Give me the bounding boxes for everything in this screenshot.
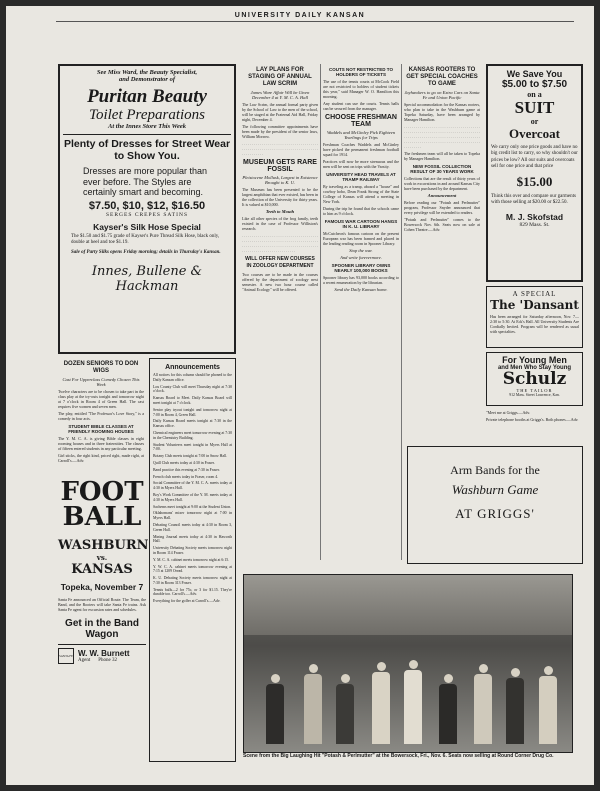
column-3 (242, 64, 318, 569)
courts-p2: Any student can use the courts. Tennis balls can be secured from the manager. (323, 101, 399, 111)
masthead: UNIVERSITY DAILY KANSAN (234, 12, 366, 19)
band-slogan1: Get in the Band (65, 618, 139, 629)
announcement-item: Everything for the golfer at Carroll's.—Adv. (153, 599, 221, 604)
dansant-l1: A SPECIAL (512, 290, 557, 298)
suit-l3: on a (527, 90, 542, 99)
announcement-item: Kansas Board to Meet. Daily Kansas Board will meet tonight at 7 o'clock. (153, 396, 232, 405)
fossil-p4: "Potash and Perlmutter" comes to the Bowersock Nov. 6th. Seats now on sale at Cohen Theatre.—Adv. (404, 217, 480, 232)
announcement-item: Quill Club meets today at 4:30 in Fraser. (153, 460, 215, 465)
bible-p4: Girl sticks, the right kind, priced right, made right, at Carroll's.—Adv. (58, 453, 144, 463)
bible-p3: The Y. M. C. A. is giving Bible classes in eight rooming houses and in three fraternities. The classes of fifteen entered students in any particular meeting. (58, 436, 144, 451)
suit-body: We carry only one price goods and have no big credit list to carry, so why shouldn't our prices be low? All our suits and overcoats sell for one price and that price (491, 145, 578, 169)
announcement-item: All notices for this column should be phoned to the Daily Kansan office. (153, 373, 232, 382)
agent-name: W. W. Burnett (78, 649, 130, 658)
announcement-item: Chemical engineers meet tomorrow evening at 7:30 in the Chemistry Building. (153, 430, 232, 440)
announcement-item: Daily Kansas Board meets tonight at 7:30 in the Kansas office. (153, 419, 232, 429)
football-date: Topeka, November 7 (60, 582, 144, 592)
museum-lede: Pleistocene Mollusk, Largest in Existence Brought to K. U. (242, 175, 318, 185)
puritan-ad (58, 64, 236, 354)
dozen-p1: Twelve characters are to be chosen to take part in the class play at the try-outs tonight and tomorrow night at 7 o'clock in Room 4 of Green Hall. The cast requires five women and seven men. (58, 389, 144, 409)
fossil-p3: Before reading our "Potash and Perlmutter" program, Professor Snyder announced that every privilege will be extended to readers. (404, 200, 480, 215)
photo-figure (506, 668, 524, 744)
zoology-title: WILL OFFER NEW COURSES IN ZOOLOGY DEPARTMENT (245, 256, 315, 269)
announcements-box (149, 358, 236, 762)
agent-label: Agent (78, 658, 91, 663)
dozen-p2: The play, entitled "The Professor's Love Story," is a comedy in four acts. (58, 411, 144, 421)
photo-figure (439, 674, 457, 744)
suit-l5: or (530, 117, 539, 126)
library-p1: Spooner library has 93,000 books according to a recent enumeration by the librarian. (323, 275, 399, 285)
schulz-ad (486, 352, 583, 406)
announcement-item: Band practice this evening at 7:30 in Fraser. (153, 467, 220, 472)
fossil-p1: Collections that are the result of thirty years of work in excavations in and around Kansas City have been purchased by the department. (404, 176, 480, 191)
photo-figure (404, 660, 422, 744)
bible-title: STUDENT BIBLE CLASSES AT FRIENDLY ROOMING HOUSES (68, 424, 134, 434)
announcement-item: Social Committee of the Y. M. C. A. meets today at 4:30 in Myers Hall. (153, 481, 232, 491)
griggs-l1: Arm Bands for the (450, 463, 540, 477)
football-team2: KANSAS (71, 562, 133, 577)
announcement-item: Lou County Club will meet Thursday night at 7:30 o'clock. (153, 384, 232, 394)
puritan-brand: Puritan Beauty (87, 86, 207, 107)
announcement-sub: Announcement (427, 193, 457, 198)
law-scrim-p2: The following committee appointments have been made by the president of the senior laws, William Morrow. (242, 124, 318, 139)
announcement-item: K. U. Debating Society meets tomorrow night at 7:30 in Room 313 Fraser. (153, 576, 232, 585)
photo-figure (304, 664, 322, 744)
photo-figure (474, 664, 492, 744)
announcement-item: Tennis balls—2 for 75c, or 3 for $1.15. They're durable too. Carroll's.—Adv. (153, 587, 232, 597)
cartoon-p1: McCutcheon's famous cartoon on the present European war has been framed and placed in the leading reading room in Spooner Library. (323, 231, 399, 246)
column-dozen (58, 358, 144, 478)
sale-note: Sale of Party Silks opens Friday morning; details in Thursday's Kansan. (71, 249, 221, 255)
agent-meta (78, 658, 130, 663)
photo-caption: Scene from the Big Laughing Hit "Potash & Perlmutter" at the Bowersock, Fri., Nov. 6. Seats now selling at Round Corner Drug Co. (243, 753, 554, 759)
courts-title: COUTS NOT RESTRICTED TO HOLDERS OF TICKETS (329, 67, 393, 77)
photo-figure (539, 666, 557, 744)
announcement-item: Boy's Work Committee of the Y. M. meets today at 4:30 in Myers Hall. (153, 492, 232, 502)
library-title: SPOONER LIBRARY OWNS NEARLY 100,000 BOOKS (331, 263, 391, 273)
dresses-prices: $7.50, $10, $12, $16.50 (88, 199, 206, 212)
freshman-p2: Practices will now be more strenuous and the men will be sent on trips with the Varsity. (323, 159, 399, 169)
skofstad-addr: 829 Mass. St. (519, 221, 550, 228)
note-griggs-2: Private telephone booths at Griggs's. Both phones.—Adv. (486, 417, 579, 422)
cartoon-p3: And write forevermore. (340, 255, 382, 260)
potash-perlmutter-photo (243, 574, 573, 753)
museum-title: MUSEUM GETS RARE FOSSIL (243, 159, 317, 173)
museum-p3: Like all other species of the frog family, teeth existed in the case of Professor Williston's research. (242, 216, 318, 231)
agent-phone: Phone 32 (98, 658, 117, 663)
suit-l2: $5.00 to $7.50 (501, 79, 568, 90)
museum-p2: Teeth to Mouth (265, 209, 295, 214)
skofstad-name: M. J. Skofstad (505, 211, 564, 222)
football-team1: WASHBURN (58, 538, 149, 553)
hose-title: Kayser's Silk Hose Special (93, 221, 201, 232)
courts-p1: The use of the tennis courts at McCook Field are not restricted to holders of student tickets this year," said Manager W. O. Hamilton this morning. (323, 79, 399, 99)
football-vs: vs. (96, 553, 108, 562)
freshman-title: CHOOSE FRESHMAN TEAM (325, 114, 397, 128)
rooters-title: KANSAS ROOTERS TO GET SPECIAL COACHES TO GAME (406, 67, 478, 87)
puritan-line2: and Demonstrator of (119, 76, 175, 83)
tramp-p2: During the trip he found that the schools came to him as 9 o'clock. (323, 206, 399, 216)
announcements-list (153, 373, 232, 604)
dresses-body: Dresses are more popular than ever before. The Styles are certainly smart and becoming. (83, 166, 208, 197)
football-body: Santa Fe announced an Official Route. The Team, the Band, and the Rooters will take Santa Fe trains. Ask Santa Fe agent for excursion rates and schedules. (58, 597, 146, 612)
announcement-item: University Debating Society meets tomorrow night in Room 114 Fraser. (153, 546, 232, 555)
dozen-title: DOZEN SENIORS TO DON WIGS (63, 361, 139, 374)
griggs-l2: Washburn Game (451, 482, 539, 497)
rule-4 (401, 64, 402, 560)
schulz-addr: 912 Mass. Street Lawrence, Kan. (509, 393, 560, 397)
rooters-p1: Special accommodation for the Kansas rooters, who plan to take in the Washburn game at Topeka Saturday, have been arranged by Manager Hamilton. (404, 102, 480, 122)
announcement-item: Debating Council meets today at 4:30 in Room 3, Green Hall. (153, 522, 232, 532)
library-p2: Send the Daily Kansan home. (334, 287, 388, 292)
dresses-fabrics: SERGES CREPES SATINS (105, 211, 189, 218)
innes-signature: Innes, Bullene & Hackman (91, 264, 203, 294)
note-griggs-1: "Meet me at Griggs.—Adv. (486, 410, 531, 415)
masthead-rule (56, 21, 574, 22)
column-5 (404, 64, 480, 444)
museum-filler: . . . . . . . . . . . . . . . . . . . . . . . . . . . . . . . . . . . . . . . . . . . . . . . . . . . . . . . . . . . . . . . . . . . . . . . . . . . . . . . . . . . . . . . . . . . . . . . . . . . . . . . . . . . . . . . . . . . . . . . . . . . . . . . . . . . . . . . . . . . . . (242, 233, 318, 253)
schulz-l1: For Young Men (502, 355, 567, 365)
suit-ad (486, 64, 583, 282)
announcement-item: Senior play tryout tonight and tomorrow night at 7:00 in Room 4, Green Hall. (153, 407, 232, 417)
football-ad (58, 477, 149, 768)
dresses-headline: Plenty of Dresses for Street Wear to Show You. (63, 138, 231, 162)
football-word2: BALL (62, 502, 142, 532)
rooters-p2: The freshmen team will all be taken to Topeka by Manager Hamilton. (404, 151, 480, 161)
law-scrim-lede: James Ware Affair Will be Given December 4 at Y. M. C. A. Hall (250, 90, 310, 100)
agent-row (58, 644, 146, 664)
schulz-sub: THE TAILOR (516, 388, 553, 393)
tramp-p1: By traveling as a tramp, aboard a "house" and cowboy hobo, Dean Frank Strong of the State College of Kansas will attend a meeting in New York. (323, 184, 399, 204)
suit-body2: Think this over and compare our garments with those selling at $20.00 or $22.50. (491, 194, 576, 206)
fossil-collection-title: NEW FOSSIL COLLECTION RESULT OF 30 YEARS WORK (410, 164, 474, 174)
announcements-title: Announcements (165, 364, 220, 371)
dozen-subtitle: Cast For Upperclass Comedy Chosen This Week (62, 377, 140, 387)
photo-figure (266, 674, 284, 744)
dansant-l2: The 'Dansant (490, 298, 579, 312)
law-scrim-p1: The Law Scrim, the annual formal party given by the School of Law to the men of the school, will be staged at the Fraternal Aid Hall, Friday night, December 4. (242, 102, 318, 122)
photo-figure (336, 674, 354, 744)
suit-price: $15.00 (516, 174, 553, 190)
dansant-body: Has been arranged for Saturday afternoon, Nov. 7—2:30 to 5:30. At Eck's Hall. All University Students Are Cordially Invited. Program will be rendered as usual with specialties. (490, 314, 579, 334)
dansant-ad (486, 286, 583, 348)
museum-p1: The Museum has been presented to be the largest amphibian that ever existed, has been in the collection of the University for thirty years. It is valued at $10,000. (242, 187, 318, 207)
announcement-item: Student Volunteers meet tonight in Myers Hall at 7:00. (153, 442, 232, 452)
cartoon-p2: Stop the war. (349, 248, 373, 253)
puritan-where: At the Innes Store This Week (108, 123, 186, 130)
hose-body: The $1.50 and $1.75 grade of Kayser's Pure Thread Silk Hose, black only, double at heel and toe $1.19. (71, 233, 220, 245)
announcement-item: Oklahomans' mixer tomorrow night at 7:00 in Myers Hall. (153, 511, 232, 521)
column-6-notes (486, 410, 583, 430)
freshman-sub: Waddels and McGinley Pick Eighteen Yearlings for Trips (326, 130, 396, 140)
puritan-divider (63, 134, 231, 135)
football-word1: FOOT (60, 477, 144, 507)
announcement-item: Sachems meet tonight at 9:00 at the Student Union. (153, 504, 232, 509)
announcement-item: Mining Journal meets today at 4:30 in Haworth Hall. (153, 534, 232, 544)
law-scrim-filler: . . . . . . . . . . . . . . . . . . . . . . . . . . . . . . . . . . . . . . . . . . . . . . . . . . . . . . . . . . . . . . . . . . . . . . . . . . . . . . . . . . . . . . . (242, 141, 318, 156)
griggs-l3: AT GRIGGS' (455, 506, 535, 521)
cartoon-title: FAMOUS WAR CARTOON HANGS IN K. U. LIBRARY (324, 219, 398, 229)
tramp-title: UNIVERSITY HEAD TRAVELS AT TRAMP RAILWAY (326, 172, 396, 182)
suit-l6: Overcoat (508, 126, 561, 141)
photo-figure (372, 662, 390, 744)
band-slogan2: Wagon (85, 629, 119, 640)
schulz-name: Schulz (502, 369, 567, 389)
rooters-filler: . . . . . . . . . . . . . . . . . . . . . . . . . . . . . . . . . . . . . . . . . . . . . . . . . . . . . . . . . . . . . . . . . . . . . . . . . . . . . . . . . . . . . . . . . . . . . . . . . . . . . . . . . . . . . . . . . . . . . . . . . . . . . . . . . . . . . . . . . . . . . . . . . . . . . . . . . . . . . . . . . (404, 124, 480, 149)
announcement-item: French club meets today in Fraser, room 4. (153, 474, 219, 479)
schulz-l2: and Men Who Stay Young (497, 365, 572, 371)
freshman-p1: Freshman Coaches Waddels and McGinley have picked the permanent freshman football squad for 1914. (323, 142, 399, 157)
zoology-p1: Two courses are to be made in the courses offered by the department of zoology next semester. A new two hour course called "Animal Ecology" will be offered. (242, 272, 318, 292)
suit-l4: SUIT (514, 98, 555, 117)
puritan-product: Toilet Preparations (89, 107, 205, 123)
santa-fe-logo: SANTA FE (58, 648, 74, 664)
rule-3 (320, 64, 321, 560)
announcement-item: Botany Club meets tonight at 7:00 in Snow Hall. (153, 454, 228, 459)
puritan-line1: See Miss Ward, the Beauty Specialist, (96, 69, 198, 76)
griggs-armband-ad (407, 446, 583, 564)
newspaper-page (6, 6, 594, 785)
announcement-item: Y. M. C. A. cabinet meets tomorrow night at 6:15. (153, 557, 230, 562)
law-scrim-title: LAY PLANS FOR STAGING OF ANNUAL LAW SCRIM (248, 67, 312, 87)
photo-backdrop (244, 575, 572, 635)
suit-l1: We Save You (506, 69, 563, 79)
column-4 (323, 64, 399, 569)
rooters-sub: Jayhawkers to go on Extra Cars on Santa Fe and Union Pacific (404, 90, 480, 100)
announcement-item: Y. W. C. A. cabinet meets tomorrow evening at 7:15 at 1209 Oread. (153, 564, 232, 574)
